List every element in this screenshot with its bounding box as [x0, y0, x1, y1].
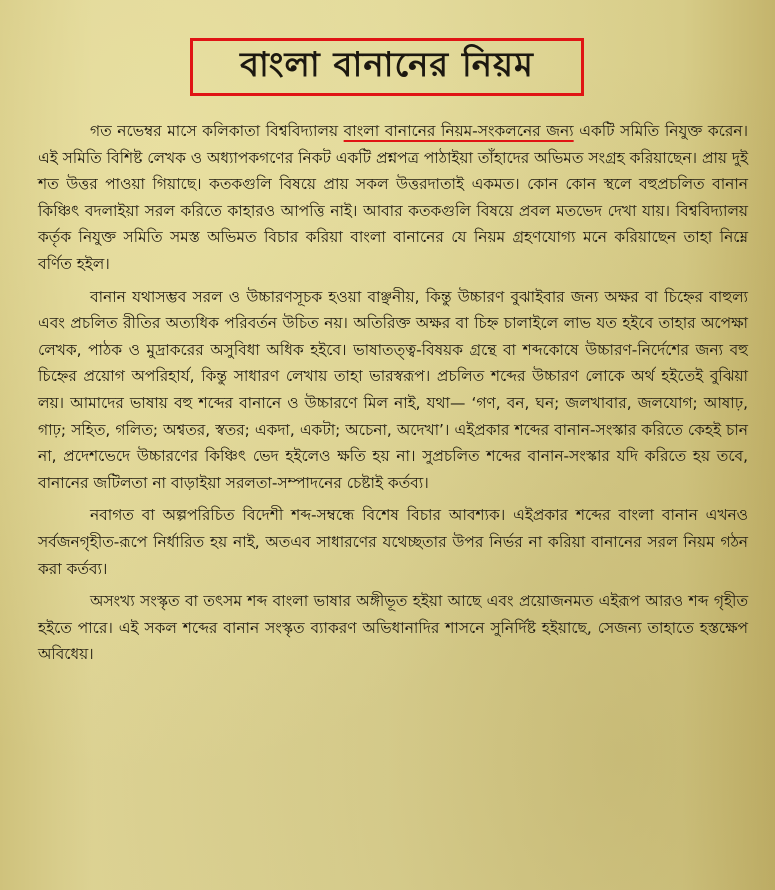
page-title: বাংলা বানানের নিয়ম — [240, 44, 534, 85]
paragraph-4: অসংখ্য সংস্কৃত বা তৎসম শব্দ বাংলা ভাষার অঙ্গীভূত হইয়া আছে এবং প্রয়োজনমত এইরূপ আরও শব্দ গৃহীত হইতে পারে। এই সকল শব্দের বানান সংস্কৃত ব্যাকরণ অভিধানাদির শাসনে সুনির্দিষ্ট হইয়াছে, সেজন্য তাহাতে হস্তক্ষেপ অবিধেয়। — [38, 592, 748, 664]
underlined-phrase: বাংলা বানানের নিয়ম-সংকলনের জন্য — [343, 122, 574, 140]
paragraph-1 — [38, 118, 748, 278]
paragraph-3: নবাগত বা অল্পপরিচিত বিদেশী শব্দ-সম্বন্ধে বিশেষ বিচার আবশ্যক। এইপ্রকার শব্দের বাংলা বানান এখনও সর্বজনগৃহীত-রূপে নির্ধারিত হয় নাই, অতএব সাধারণের যথেচ্ছতার উপর নির্ভর না করিয়া বানানের সরল নিয়ম গঠন করা কর্তব্য। — [38, 506, 748, 578]
paragraph-1-rest: একটি সমিতি নিযুক্ত করেন। এই সমিতি বিশিষ্ট লেখক ও অধ্যাপকগণের নিকট একটি প্রশ্নপত্র পাঠাইয়া তাঁহাদের অভিমত সংগ্রহ করিয়াছেন। প্রায় দুই শত উত্তর পাওয়া গিয়াছে। কতকগুলি বিষয়ে প্রায় সকল উত্তরদাতাই একমত। কোন কোন স্থলে বহুপ্রচলিত বানান কিঞ্চিৎ বদলাইয়া সরল করিতে কাহারও আপত্তি নাই। আবার কতকগুলি বিষয়ে প্রবল মতভেদ দেখা যায়। বিশ্ববিদ্যালয় কর্তৃক নিযুক্ত সমিতি সমস্ত অভিমত বিচার করিয়া বাংলা বানানের যে নিয়ম গ্রহণযোগ্য মনে করিয়াছেন তাহা নিম্নে বর্ণিত হইল। — [38, 122, 748, 273]
document-body — [38, 118, 748, 668]
paragraph-1-lead: গত নভেম্বর মাসে কলিকাতা বিশ্ববিদ্যালয় — [90, 122, 344, 140]
paragraph-2: বানান যথাসম্ভব সরল ও উচ্চারণসূচক হওয়া বাঞ্ছনীয়, কিন্তু উচ্চারণ বুঝাইবার জন্য অক্ষর বা চিহ্নের বাহুল্য এবং প্রচলিত রীতির অত্যধিক পরিবর্তন উচিত নয়। অতিরিক্ত অক্ষর বা চিহ্ন চালাইলে লাভ যত হইবে তাহার অপেক্ষা লেখক, পাঠক ও মুদ্রাকরের অসুবিধা অধিক হইবে। ভাষাতত্ত্ব-বিষয়ক গ্রন্থে বা শব্দকোষে উচ্চারণ-নির্দেশের জন্য বহু চিহ্নের প্রয়োগ অপরিহার্য, কিন্তু সাধারণ লেখায় তাহা ভারস্বরূপ। প্রচলিত শব্দের উচ্চারণ লোকে অর্থ হইতেই বুঝিয়া লয়। আমাদের ভাষায় বহু শব্দের বানানে ও উচ্চারণে মিল নাই, যথা— ‘গণ, বন, ঘন; জলখাবার, জলযোগ; আষাঢ়, গাঢ়; সহিত, গলিত; অশ্বতর, স্বতর; একদা, একটা; অচেনা, অদেখা’। এইপ্রকার শব্দের বানান-সংস্কার করিতে কেহই চান না, প্রদেশভেদে উচ্চারণের কিঞ্চিৎ ভেদ হইলেও ক্ষতি হয় না। সুপ্রচলিত শব্দের বানান-সংস্কার যদি করিতে হয় তবে, বানানের জটিলতা না বাড়াইয়া সরলতা-সম্পাদনের চেষ্টাই কর্তব্য। — [38, 287, 748, 492]
title-highlight-box — [190, 38, 584, 96]
